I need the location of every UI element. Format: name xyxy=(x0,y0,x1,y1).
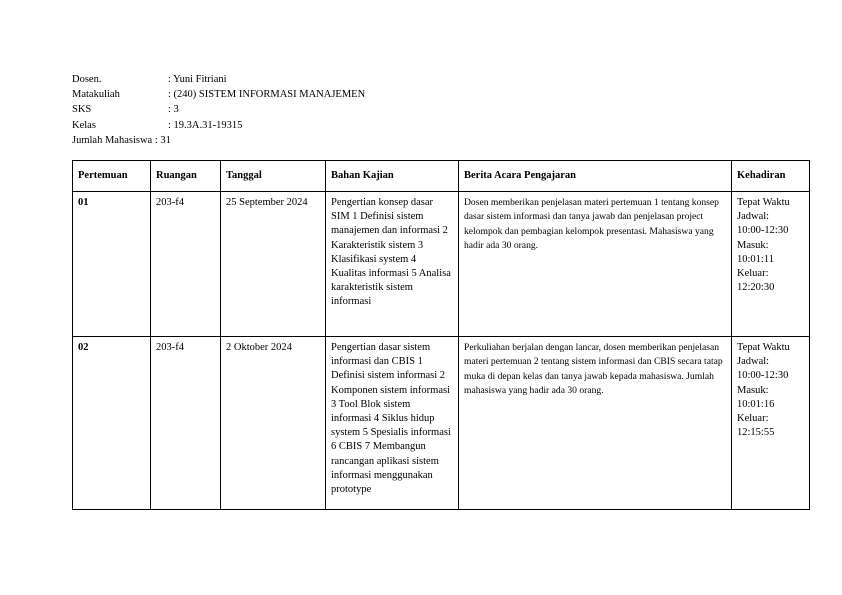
kehadiran-status: Tepat Waktu xyxy=(737,342,790,353)
kehadiran-jadwal-label: Jadwal: xyxy=(737,356,770,368)
cell-berita-acara: Perkuliahan berjalan dengan lancar, dosen memberikan penjelasan materi pertemuan 2 tentang sistem informasi dan CBIS secara tatap muka di depan kelas dan tanya jawab kepada mahasiswa. Jumlah mahasiswa yang hadir ada 30 orang. xyxy=(459,337,732,510)
kehadiran-masuk-value: 10:01:16 xyxy=(737,398,775,410)
info-row-kelas xyxy=(72,118,365,133)
jumlah-mahasiswa-value: : 31 xyxy=(152,134,171,146)
info-row-dosen xyxy=(72,72,365,87)
cell-bahan-kajian: Pengertian dasar sistem informasi dan CBIS 1 Definisi sistem informasi 2 Komponen sistem informasi 3 Tool Blok sistem informasi 4 Siklus hidup system 5 Spesialis informasi 6 CBIS 7 Membangun rancangan aplikasi sistem informasi menggunakan prototype xyxy=(326,337,459,510)
column-header-berita-acara: Berita Acara Pengajaran xyxy=(459,161,732,192)
kehadiran-masuk-label: Masuk: xyxy=(737,239,769,251)
info-row-sks xyxy=(72,102,365,117)
column-header-kehadiran: Kehadiran xyxy=(732,161,810,192)
column-header-ruangan: Ruangan xyxy=(151,161,221,192)
cell-pertemuan: 01 xyxy=(73,192,151,337)
kehadiran-status: Tepat Waktu xyxy=(737,197,790,208)
sks-value: : 3 xyxy=(168,104,179,116)
kehadiran-keluar-label: Keluar: xyxy=(737,413,769,425)
kehadiran-masuk-label: Masuk: xyxy=(737,384,769,396)
kehadiran-jadwal-value: 10:00-12:30 xyxy=(737,370,789,382)
matakuliah-value: : (240) SISTEM INFORMASI MANAJEMEN xyxy=(168,89,366,101)
column-header-bahan-kajian: Bahan Kajian xyxy=(326,161,459,192)
column-header-tanggal: Tanggal xyxy=(221,161,326,192)
kehadiran-keluar-value: 12:15:55 xyxy=(737,427,775,439)
kehadiran-jadwal-label: Jadwal: xyxy=(737,211,770,223)
table-row xyxy=(73,337,810,510)
cell-tanggal: 25 September 2024 xyxy=(221,192,326,337)
attendance-table xyxy=(72,160,810,510)
kelas-value: : 19.3A.31-19315 xyxy=(168,119,243,131)
course-info-block xyxy=(72,72,365,148)
cell-ruangan: 203-f4 xyxy=(151,192,221,337)
dosen-value: : Yuni Fitriani xyxy=(168,74,227,85)
kehadiran-masuk-value: 10:01:11 xyxy=(737,253,774,265)
cell-pertemuan: 02 xyxy=(73,337,151,510)
cell-kehadiran xyxy=(732,192,810,337)
cell-berita-acara: Dosen memberikan penjelasan materi pertemuan 1 tentang konsep dasar sistem informasi dan tanya jawab dan penjelasan project kelompok dan pembagian kelompok presentasi. Mahasiswa yang hadir ada 30 orang. xyxy=(459,192,732,337)
kelas-label: Kelas xyxy=(72,119,96,131)
kehadiran-keluar-label: Keluar: xyxy=(737,268,769,280)
dosen-label: Dosen. xyxy=(72,74,102,85)
cell-bahan-kajian: Pengertian konsep dasar SIM 1 Definisi sistem manajemen dan informasi 2 Karakteristik sistem 3 Klasifikasi system 4 Kualitas informasi 5 Analisa karakteristik sistem informasi xyxy=(326,192,459,337)
info-row-jumlah-mahasiswa xyxy=(72,133,365,148)
matakuliah-label: Matakuliah xyxy=(72,89,120,101)
cell-ruangan: 203-f4 xyxy=(151,337,221,510)
info-row-matakuliah xyxy=(72,87,365,102)
kehadiran-jadwal-value: 10:00-12:30 xyxy=(737,225,789,237)
cell-tanggal: 2 Oktober 2024 xyxy=(221,337,326,510)
kehadiran-keluar-value: 12:20:30 xyxy=(737,282,775,294)
column-header-pertemuan: Pertemuan xyxy=(73,161,151,192)
sks-label: SKS xyxy=(72,104,92,116)
jumlah-mahasiswa-label: Jumlah Mahasiswa xyxy=(72,134,153,146)
table-header-row xyxy=(73,161,810,192)
cell-kehadiran xyxy=(732,337,810,510)
table-row xyxy=(73,192,810,337)
